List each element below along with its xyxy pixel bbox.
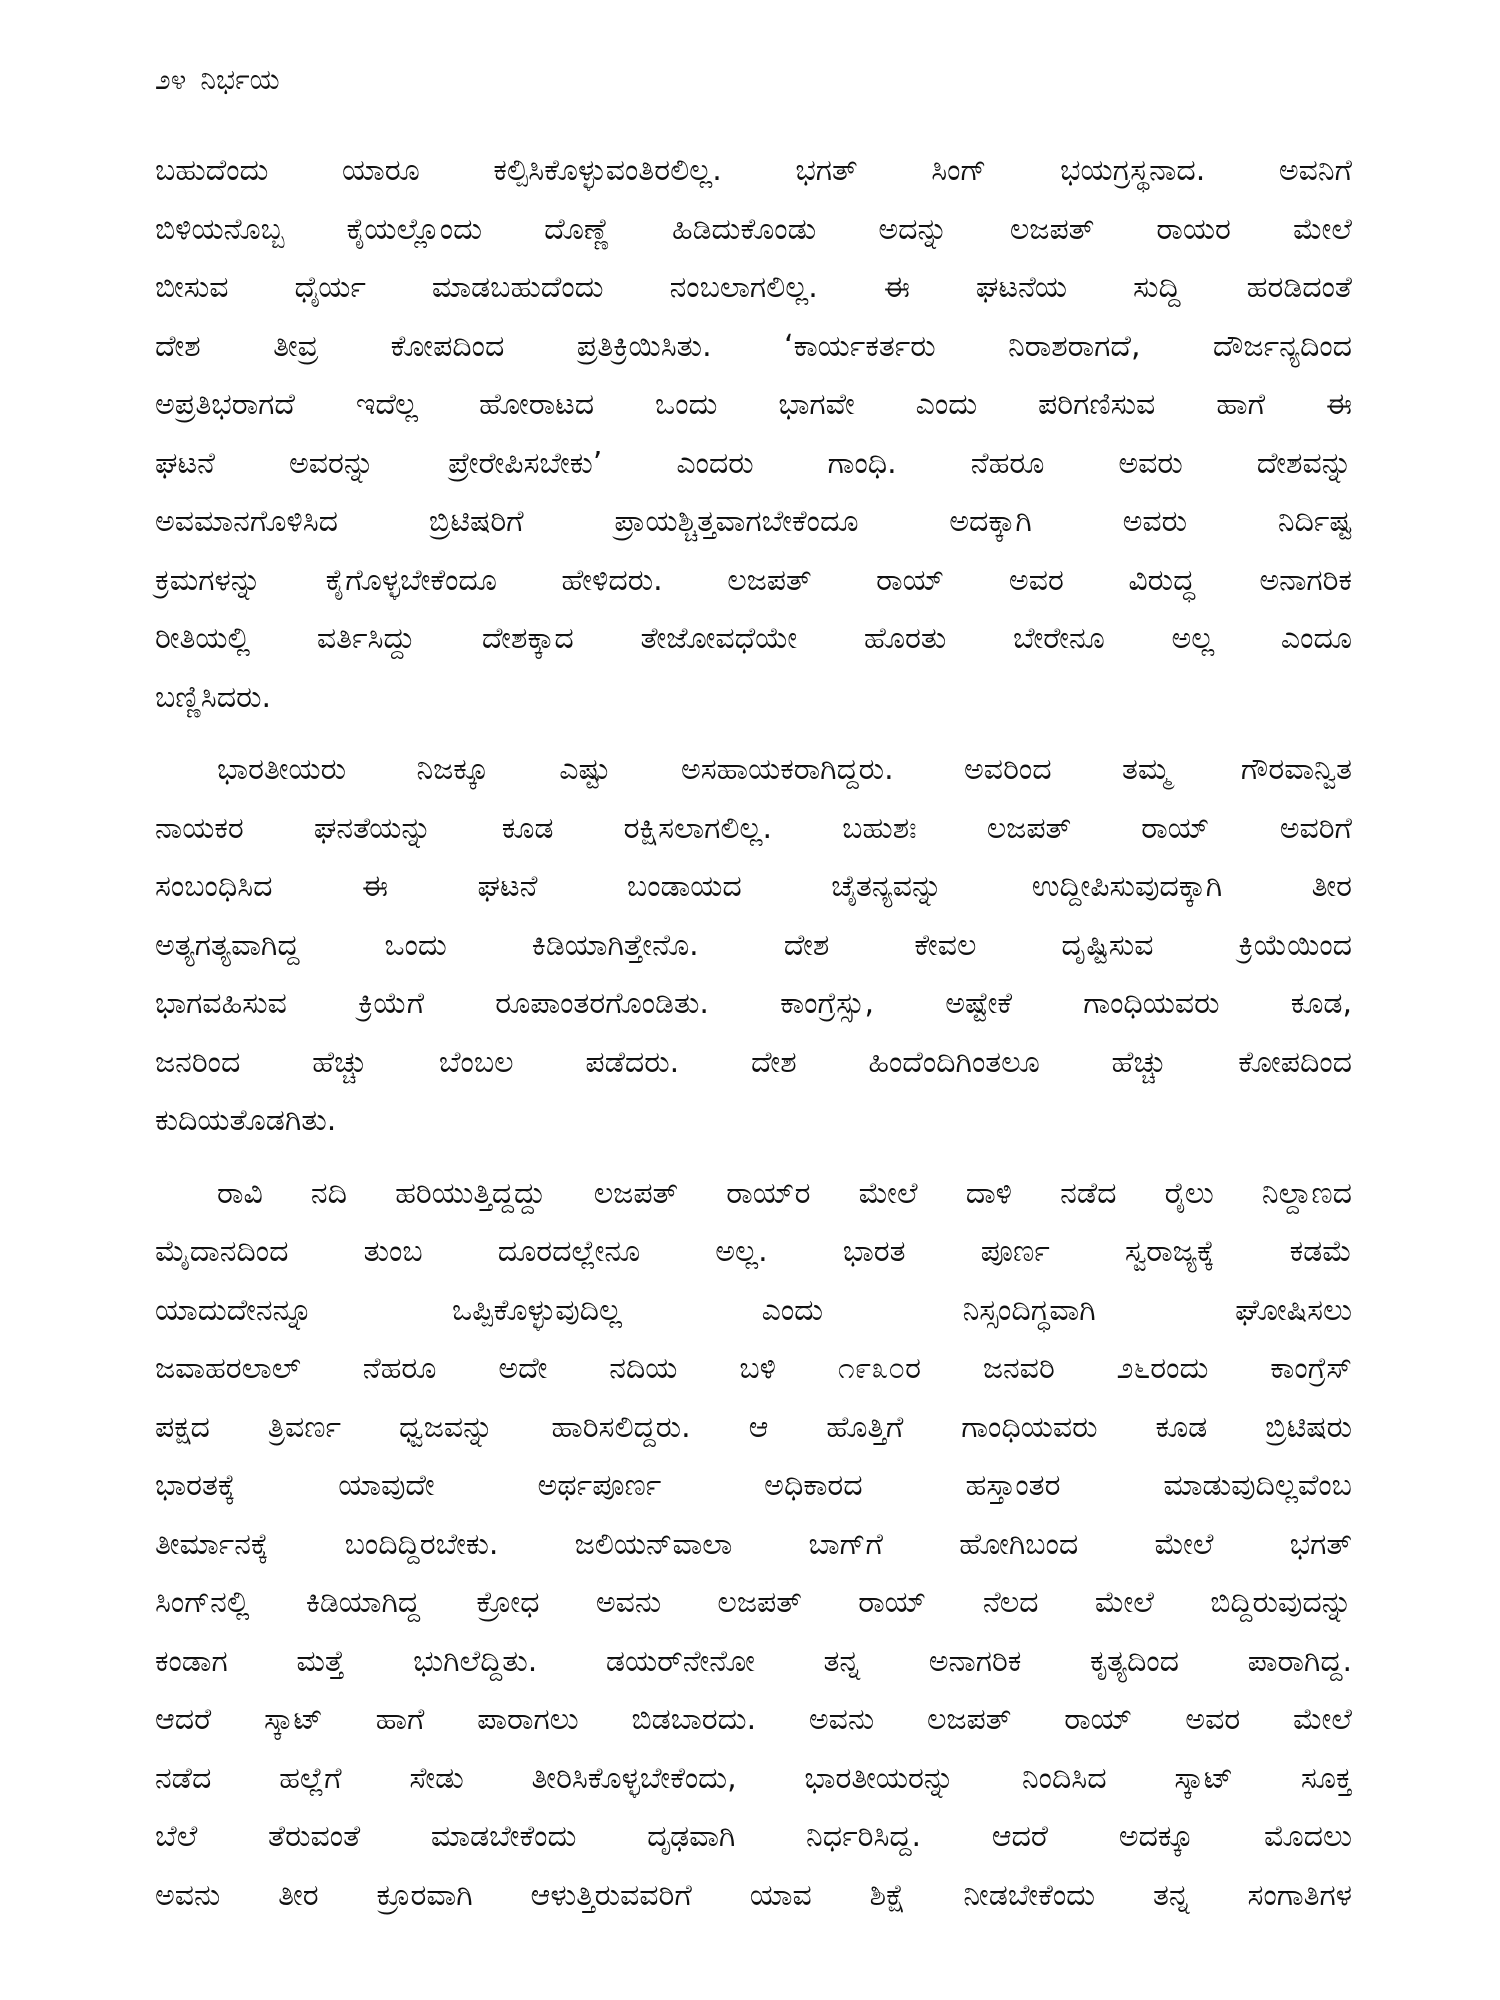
- body-text: [155, 142, 1352, 1925]
- text-line: ರೀತಿಯಲ್ಲಿ ವರ್ತಿಸಿದ್ದು ದೇಶಕ್ಕಾದ ತೇಜೋವಧೆಯೇ ಹೊರತು ಬೇರೇನೂ ಅಲ್ಲ ಎಂದೂ: [155, 621, 1352, 656]
- text-line: ಭಾರತಕ್ಕೆ ಯಾವುದೇ ಅರ್ಥಪೂರ್ಣ ಅಧಿಕಾರದ ಹಸ್ತಾಂತರ ಮಾಡುವುದಿಲ್ಲವೆಂಬ: [155, 1468, 1352, 1503]
- text-line: ಭಾರತೀಯರು ನಿಜಕ್ಕೂ ಎಷ್ಟು ಅಸಹಾಯಕರಾಗಿದ್ದರು. ಅವರಿಂದ ತಮ್ಮ ಗೌರವಾನ್ವಿತ: [217, 752, 1352, 787]
- text-line: ಭಾಗವಹಿಸುವ ಕ್ರಿಯೆಗೆ ರೂಪಾಂತರಗೊಂಡಿತು. ಕಾಂಗ್ರೆಸ್ಸು, ಅಷ್ಟೇಕೆ ಗಾಂಧಿಯವರು ಕೂಡ,: [155, 986, 1352, 1021]
- text-line: ಅವನು ತೀರ ಕ್ರೂರವಾಗಿ ಆಳುತ್ತಿರುವವರಿಗೆ ಯಾವ ಶಿಕ್ಷೆ ನೀಡಬೇಕೆಂದು ತನ್ನ ಸಂಗಾತಿಗಳ: [155, 1877, 1352, 1913]
- text-line: ಜವಾಹರಲಾಲ್ ನೆಹರೂ ಅದೇ ನದಿಯ ಬಳಿ ೧೯೩೦ರ ಜನವರಿ ೨೬ರಂದು ಕಾಂಗ್ರೆಸ್: [155, 1351, 1352, 1386]
- paragraph-2: [155, 741, 1352, 1151]
- text-line: ಅಪ್ರತಿಭರಾಗದೆ ಇದೆಲ್ಲ ಹೋರಾಟದ ಒಂದು ಭಾಗವೇ ಎಂದು ಪರಿಗಣಿಸುವ ಹಾಗೆ ಈ: [155, 387, 1352, 422]
- text-line: ಬಣ್ಣಿಸಿದರು.: [155, 679, 272, 715]
- text-line: ಕುದಿಯತೊಡಗಿತು.: [155, 1103, 337, 1138]
- text-line: ಘಟನೆ ಅವರನ್ನು ಪ್ರೇರೇಪಿಸಬೇಕು’ ಎಂದರು ಗಾಂಧಿ. ನೆಹರೂ ಅವರು ದೇಶವನ್ನು: [155, 445, 1352, 481]
- text-line: ಜನರಿಂದ ಹೆಚ್ಚು ಬೆಂಬಲ ಪಡೆದರು. ದೇಶ ಹಿಂದೆಂದಿಗಿಂತಲೂ ಹೆಚ್ಚು ಕೋಪದಿಂದ: [155, 1044, 1352, 1080]
- text-line: ಬಹುದೆಂದು ಯಾರೂ ಕಲ್ಪಿಸಿಕೊಳ್ಳುವಂತಿರಲಿಲ್ಲ. ಭಗತ್ ಸಿಂಗ್ ಭಯಗ್ರಸ್ಥನಾದ. ಅವನಿಗೆ: [155, 153, 1352, 188]
- text-line: ಬಿಳಿಯನೊಬ್ಬ ಕೈಯಲ್ಲೊಂದು ದೊಣ್ಣೆ ಹಿಡಿದುಕೊಂಡು ಅದನ್ನು ಲಜಪತ್ ರಾಯರ ಮೇಲೆ: [155, 211, 1352, 247]
- text-line: ಸಂಬಂಧಿಸಿದ ಈ ಘಟನೆ ಬಂಡಾಯದ ಚೈತನ್ಯವನ್ನು ಉದ್ದೀಪಿಸುವುದಕ್ಕಾಗಿ ತೀರ: [155, 869, 1352, 904]
- text-line: ಪಕ್ಷದ ತ್ರಿವರ್ಣ ಧ್ವಜವನ್ನು ಹಾರಿಸಲಿದ್ದರು. ಆ ಹೊತ್ತಿಗೆ ಗಾಂಧಿಯವರು ಕೂಡ ಬ್ರಿಟಿಷರು: [155, 1409, 1352, 1445]
- text-line: ದೇಶ ತೀವ್ರ ಕೋಪದಿಂದ ಪ್ರತಿಕ್ರಿಯಿಸಿತು. ‘ಕಾರ್ಯಕರ್ತರು ನಿರಾಶರಾಗದೆ, ದೌರ್ಜನ್ಯದಿಂದ: [155, 328, 1352, 364]
- text-line: ಅತ್ಯಗತ್ಯವಾಗಿದ್ದ ಒಂದು ಕಿಡಿಯಾಗಿತ್ತೇನೊ. ದೇಶ ಕೇವಲ ದೃಷ್ಟಿಸುವ ಕ್ರಿಯೆಯಿಂದ: [155, 927, 1352, 963]
- text-line: ತೀರ್ಮಾನಕ್ಕೆ ಬಂದಿದ್ದಿರಬೇಕು. ಜಲಿಯನ್‌ವಾಲಾ ಬಾಗ್‌ಗೆ ಹೋಗಿಬಂದ ಮೇಲೆ ಭಗತ್: [155, 1526, 1352, 1562]
- book-title: ನಿರ್ಭಯ: [200, 63, 280, 96]
- text-line: ನಾಯಕರ ಘನತೆಯನ್ನು ಕೂಡ ರಕ್ಷಿಸಲಾಗಲಿಲ್ಲ. ಬಹುಶಃ ಲಜಪತ್ ರಾಯ್ ಅವರಿಗೆ: [155, 810, 1352, 846]
- text-line: ಆದರೆ ಸ್ಕಾಟ್ ಹಾಗೆ ಪಾರಾಗಲು ಬಿಡಬಾರದು. ಅವನು ಲಜಪತ್ ರಾಯ್ ಅವರ ಮೇಲೆ: [155, 1702, 1352, 1737]
- paragraph-1: [155, 142, 1352, 727]
- text-line: ಕಂಡಾಗ ಮತ್ತೆ ಭುಗಿಲೆದ್ದಿತು. ಡಯರ್‌ನೇನೋ ತನ್ನ ಅನಾಗರಿಕ ಕೃತ್ಯದಿಂದ ಪಾರಾಗಿದ್ದ.: [155, 1643, 1352, 1679]
- text-line: ಬೆಲೆ ತೆರುವಂತೆ ಮಾಡಬೇಕೆಂದು ದೃಢವಾಗಿ ನಿರ್ಧರಿಸಿದ್ದ. ಆದರೆ ಅದಕ್ಕೂ ಮೊದಲು: [155, 1819, 1352, 1854]
- page-number: ೨೪: [155, 63, 187, 96]
- text-line: ಸಿಂಗ್‌ನಲ್ಲಿ ಕಿಡಿಯಾಗಿದ್ದ ಕ್ರೋಧ ಅವನು ಲಜಪತ್ ರಾಯ್ ನೆಲದ ಮೇಲೆ ಬಿದ್ದಿರುವುದನ್ನು: [155, 1585, 1352, 1620]
- text-line: ಬೀಸುವ ಧೈರ್ಯ ಮಾಡಬಹುದೆಂದು ನಂಬಲಾಗಲಿಲ್ಲ. ಈ ಘಟನೆಯ ಸುದ್ದಿ ಹರಡಿದಂತೆ: [155, 270, 1352, 305]
- text-line: ನಡೆದ ಹಲ್ಲೆಗೆ ಸೇಡು ತೀರಿಸಿಕೊಳ್ಳಬೇಕೆಂದು, ಭಾರತೀಯರನ್ನು ನಿಂದಿಸಿದ ಸ್ಕಾಟ್ ಸೂಕ್ತ: [155, 1760, 1352, 1796]
- text-line: ಅವಮಾನಗೊಳಿಸಿದ ಬ್ರಿಟಿಷರಿಗೆ ಪ್ರಾಯಶ್ಚಿತ್ತವಾಗಬೇಕೆಂದೂ ಅದಕ್ಕಾಗಿ ಅವರು ನಿರ್ದಿಷ್ಟ: [155, 504, 1352, 539]
- running-head: [155, 60, 1352, 100]
- text-line: ಕ್ರಮಗಳನ್ನು ಕೈಗೊಳ್ಳಬೇಕೆಂದೂ ಹೇಳಿದರು. ಲಜಪತ್ ರಾಯ್ ಅವರ ವಿರುದ್ಧ ಅನಾಗರಿಕ: [155, 562, 1352, 598]
- text-line: ರಾವಿ ನದಿ ಹರಿಯುತ್ತಿದ್ದದ್ದು ಲಜಪತ್ ರಾಯ್‌ರ ಮೇಲೆ ದಾಳಿ ನಡೆದ ರೈಲು ನಿಲ್ದಾಣದ: [217, 1175, 1352, 1211]
- paragraph-3: [155, 1165, 1352, 1926]
- text-line: ಯಾದುದೇನನ್ನೂ ಒಪ್ಪಿಕೊಳ್ಳುವುದಿಲ್ಲ ಎಂದು ನಿಸ್ಸಂದಿಗ್ಧವಾಗಿ ಘೋಷಿಸಲು: [155, 1292, 1352, 1328]
- text-line: ಮೈದಾನದಿಂದ ತುಂಬ ದೂರದಲ್ಲೇನೂ ಅಲ್ಲ. ಭಾರತ ಪೂರ್ಣ ಸ್ವರಾಜ್ಯಕ್ಕೆ ಕಡಮೆ: [155, 1234, 1352, 1269]
